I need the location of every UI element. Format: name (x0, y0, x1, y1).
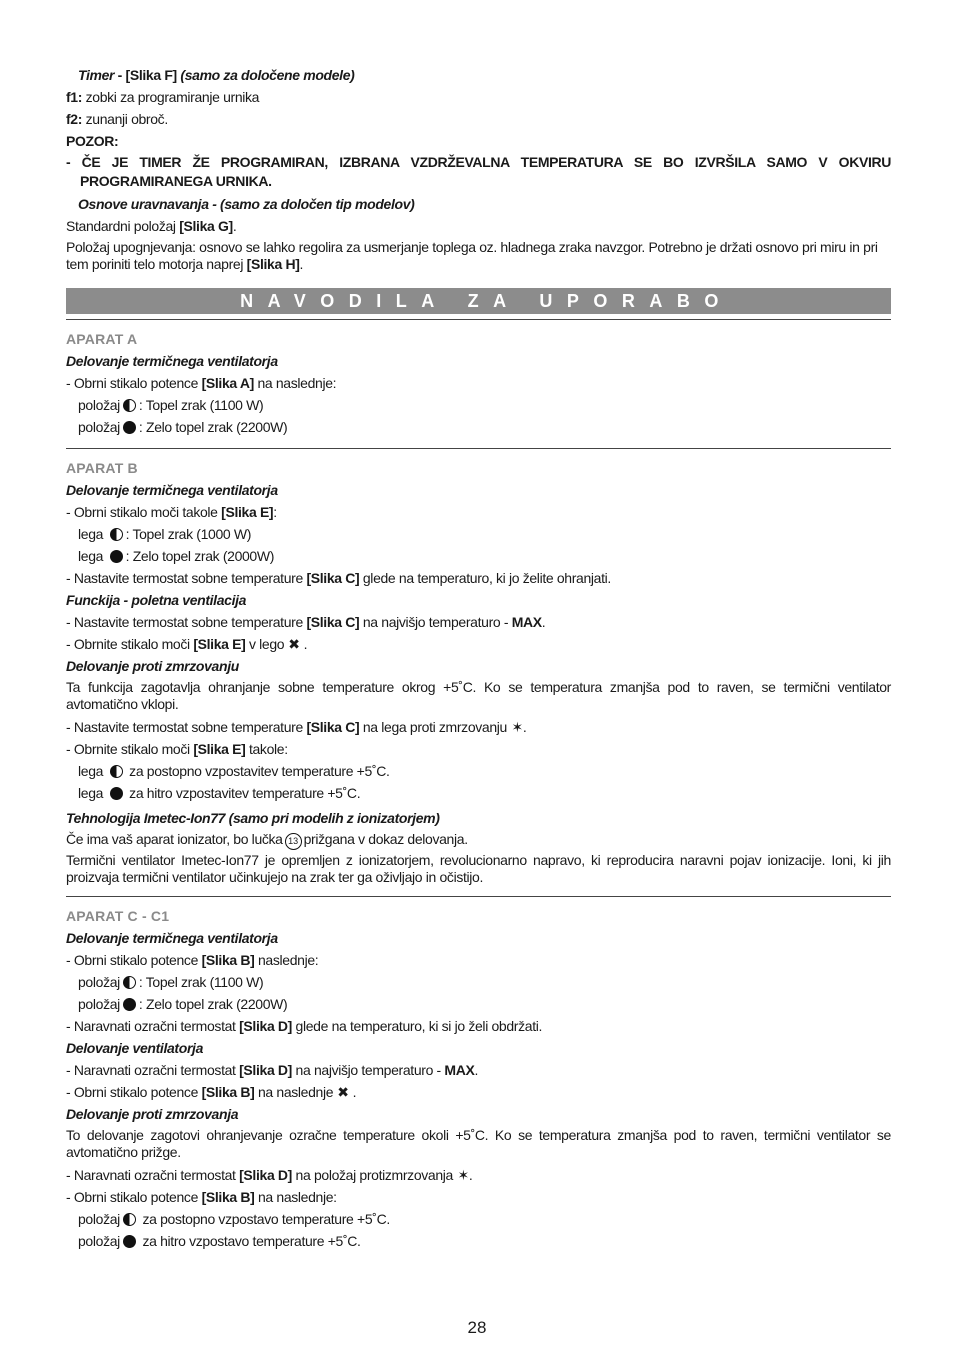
text: lega (78, 548, 104, 564)
text: lega (78, 763, 104, 779)
half-circle-icon (123, 976, 136, 989)
aparat-c-heading: APARAT C - C1 (66, 908, 170, 924)
full-circle-icon (123, 421, 136, 434)
aparat-c-line (66, 1015, 891, 1037)
page-number: 28 (467, 1318, 487, 1337)
aparat-b-line (66, 523, 891, 545)
text: položaj (78, 1211, 120, 1227)
aparat-b-subheading: Delovanje termičnega ventilatorja (66, 482, 278, 498)
ref: [Slika D] (239, 1062, 292, 1078)
f2-label: f2: (66, 111, 83, 127)
aparat-b-line (66, 633, 891, 655)
timer-warning: - ČE JE TIMER ŽE PROGRAMIRAN, IZBRANA VZDRŽEVALNA TEMPERATURA SE BO IZVRŠILA SAMO V OKVIRU PROGRAMIRANEGA URNIKA. (66, 154, 891, 189)
ref: [Slika C] (306, 570, 360, 586)
aparat-c-line (66, 1059, 891, 1081)
timer-ref: - [Slika F] (117, 67, 177, 83)
aparat-b-subheading: Delovanje proti zmrzovanju (66, 658, 239, 674)
lamp-number-badge: 13 (285, 833, 302, 850)
max-label: MAX (511, 614, 542, 630)
aparat-b-line (66, 567, 891, 589)
text: - Obrni stikalo potence (66, 1084, 202, 1100)
text: položaj (78, 419, 120, 435)
timer-f2 (66, 108, 891, 130)
divider (66, 896, 891, 897)
text: - Obrnite stikalo moči (66, 741, 194, 757)
text: za hitro vzpostavitev temperature +5˚C. (125, 785, 361, 801)
timer-f1 (66, 86, 891, 108)
text: : Topel zrak (1000 W) (125, 526, 252, 542)
document-page (66, 64, 891, 1252)
text: na naslednje (254, 1084, 334, 1100)
ref: [Slika E] (193, 636, 246, 652)
ref: [Slika C] (306, 719, 360, 735)
ref: [Slika D] (239, 1018, 292, 1034)
divider (66, 448, 891, 449)
aparat-c-line (66, 993, 891, 1015)
snowflake-icon: ✶ (457, 1167, 469, 1183)
aparat-b-paragraph: Termični ventilator Imetec-Ion77 je opremljen z ionizatorjem, revolucionarno napravo, ki reproducira naravni pojav ionizacije. Ioni, ki jih proizvaja termični ventilator učinkujejo na zrak ter ga oživljajo in očistijo. (66, 852, 891, 885)
osnove-tilt (66, 239, 891, 273)
ref: [Slika B] (201, 952, 255, 968)
text: . (468, 1167, 473, 1183)
f1-label: f1: (66, 89, 83, 105)
text: naslednje: (254, 952, 319, 968)
aparat-b-line (66, 501, 891, 523)
aparat-b-line (66, 545, 891, 567)
text: . (474, 1062, 479, 1078)
aparat-c-line (66, 1164, 891, 1186)
osnove-tilt-text: Položaj upognjevanja: osnovo se lahko regolira za usmerjanje toplega oz. hladnega zraka navzgor. Potrebno je držati osnovo pri miru in pri tem poriniti telo motorja naprej (66, 239, 878, 272)
text: - Obrni stikalo potence (66, 1189, 202, 1205)
aparat-c-line (66, 1186, 891, 1208)
fan-icon: ✖ (288, 636, 300, 652)
osnove-standard-ref: [Slika G] (179, 218, 233, 234)
aparat-b-line (66, 829, 891, 850)
text: na naslednje: (253, 375, 337, 391)
text: : Zelo topel zrak (2200W) (138, 996, 288, 1012)
text: za postopno vzpostavitev temperature +5˚C. (125, 763, 390, 779)
aparat-b-line (66, 760, 891, 782)
aparat-c-subheading: Delovanje proti zmrzovanja (66, 1106, 239, 1122)
pozor-label: POZOR: (66, 133, 119, 149)
text: - Obrni stikalo potence (66, 952, 202, 968)
aparat-b-line (66, 716, 891, 738)
ref: [Slika D] (239, 1167, 292, 1183)
text: : Zelo topel zrak (2200W) (138, 419, 288, 435)
aparat-b-line (66, 782, 891, 804)
aparat-a-heading: APARAT A (66, 331, 138, 347)
text: - Obrnite stikalo moči (66, 636, 194, 652)
text: na najvišjo temperaturo - (292, 1062, 445, 1078)
timer-title-line (66, 64, 891, 86)
full-circle-icon (110, 787, 123, 800)
f2-text: zunanji obroč. (85, 111, 168, 127)
aparat-c-line (66, 1230, 891, 1252)
text: takole: (245, 741, 288, 757)
aparat-a-subheading: Delovanje termičnega ventilatorja (66, 353, 278, 369)
text: - Obrni stikalo potence (66, 375, 202, 391)
text: položaj (78, 974, 120, 990)
osnove-title: Osnove uravnavanja - (samo za določen tip modelov) (78, 196, 415, 212)
ref: [Slika E] (193, 741, 246, 757)
aparat-a-line (66, 416, 891, 438)
text: - Naravnati ozračni termostat (66, 1018, 240, 1034)
max-label: MAX (444, 1062, 475, 1078)
text: - Nastavite termostat sobne temperature (66, 570, 307, 586)
timer-note: (samo za določene modele) (180, 67, 355, 83)
text: - Nastavite termostat sobne temperature (66, 719, 307, 735)
text: na lega proti zmrzovanju (359, 719, 511, 735)
text: v lego (245, 636, 285, 652)
half-circle-icon (110, 765, 123, 778)
text: položaj (78, 996, 120, 1012)
text: : (273, 504, 277, 520)
text: na najvišjo temperaturo - (359, 614, 512, 630)
snowflake-icon: ✶ (511, 719, 523, 735)
osnove-standard (66, 215, 891, 237)
text: glede na temperaturo, ki si jo želi obdržati. (292, 1018, 543, 1034)
osnove-standard-text: Standardni položaj (66, 218, 180, 234)
aparat-b-subheading: Funckija - poletna ventilacija (66, 592, 247, 608)
text: . (303, 636, 308, 652)
full-circle-icon (123, 1235, 136, 1248)
text: : Topel zrak (1100 W) (138, 397, 264, 413)
osnove-tilt-ref: [Slika H] (246, 256, 300, 272)
f1-text: zobki za programiranje urnika (85, 89, 260, 105)
aparat-a-line (66, 394, 891, 416)
text: : Zelo topel zrak (2000W) (125, 548, 275, 564)
aparat-b-line (66, 738, 891, 760)
text: za postopno vzpostavo temperature +5˚C. (138, 1211, 390, 1227)
text: na položaj protizmrzovanja (292, 1167, 457, 1183)
ref: [Slika C] (306, 614, 360, 630)
half-circle-icon (123, 1213, 136, 1226)
timer-title: Timer (78, 67, 115, 83)
text: . (352, 1084, 357, 1100)
aparat-c-line (66, 1081, 891, 1103)
ref: [Slika A] (201, 375, 254, 391)
ref: [Slika B] (201, 1189, 255, 1205)
text: Če ima vaš aparat ionizator, bo lučka (66, 831, 283, 847)
text: na naslednje: (254, 1189, 337, 1205)
aparat-b-subheading: Tehnologija Imetec-Ion77 (samo pri modelih z ionizatorjem) (66, 810, 440, 826)
aparat-b-paragraph: Ta funkcija zagotavlja ohranjanje sobne temperature okrog +5˚C. Ko se temperatura zmanjša pod to raven, se termični ventilator avtomatično vklopi. (66, 679, 891, 712)
osnove-standard-end: . (232, 218, 237, 234)
full-circle-icon (110, 550, 123, 563)
osnove-tilt-end: . (299, 256, 304, 272)
text: za hitro vzpostavo temperature +5˚C. (138, 1233, 361, 1249)
text: - Naravnati ozračni termostat (66, 1167, 240, 1183)
aparat-c-subheading: Delovanje termičnega ventilatorja (66, 930, 278, 946)
aparat-c-line (66, 1208, 891, 1230)
aparat-c-subheading: Delovanje ventilatorja (66, 1040, 204, 1056)
section-banner: NAVODILA ZA UPORABO (66, 288, 891, 314)
text: . (541, 614, 546, 630)
aparat-b-line (66, 611, 891, 633)
text: lega (78, 526, 104, 542)
text: prižgana v dokaz delovanja. (303, 831, 468, 847)
half-circle-icon (123, 399, 136, 412)
half-circle-icon (110, 528, 123, 541)
text: glede na temperaturo, ki jo želite ohranjati. (359, 570, 611, 586)
divider (66, 319, 891, 320)
aparat-c-line (66, 971, 891, 993)
text: - Nastavite termostat sobne temperature (66, 614, 307, 630)
fan-icon: ✖ (337, 1084, 349, 1100)
aparat-a-line (66, 372, 891, 394)
text: položaj (78, 1233, 120, 1249)
text: - Obrni stikalo moči takole (66, 504, 222, 520)
ref: [Slika E] (221, 504, 274, 520)
text: - Naravnati ozračni termostat (66, 1062, 240, 1078)
ref: [Slika B] (201, 1084, 255, 1100)
aparat-c-paragraph: To delovanje zagotovi ohranjevanje ozračne temperature okoli +5˚C. Ko se temperatura zmanjša pod to raven, termični ventilator se avtomatično prižge. (66, 1127, 891, 1160)
text: . (522, 719, 527, 735)
text: lega (78, 785, 104, 801)
full-circle-icon (123, 998, 136, 1011)
aparat-c-line (66, 949, 891, 971)
aparat-b-heading: APARAT B (66, 460, 138, 476)
text: položaj (78, 397, 120, 413)
text: : Topel zrak (1100 W) (138, 974, 264, 990)
